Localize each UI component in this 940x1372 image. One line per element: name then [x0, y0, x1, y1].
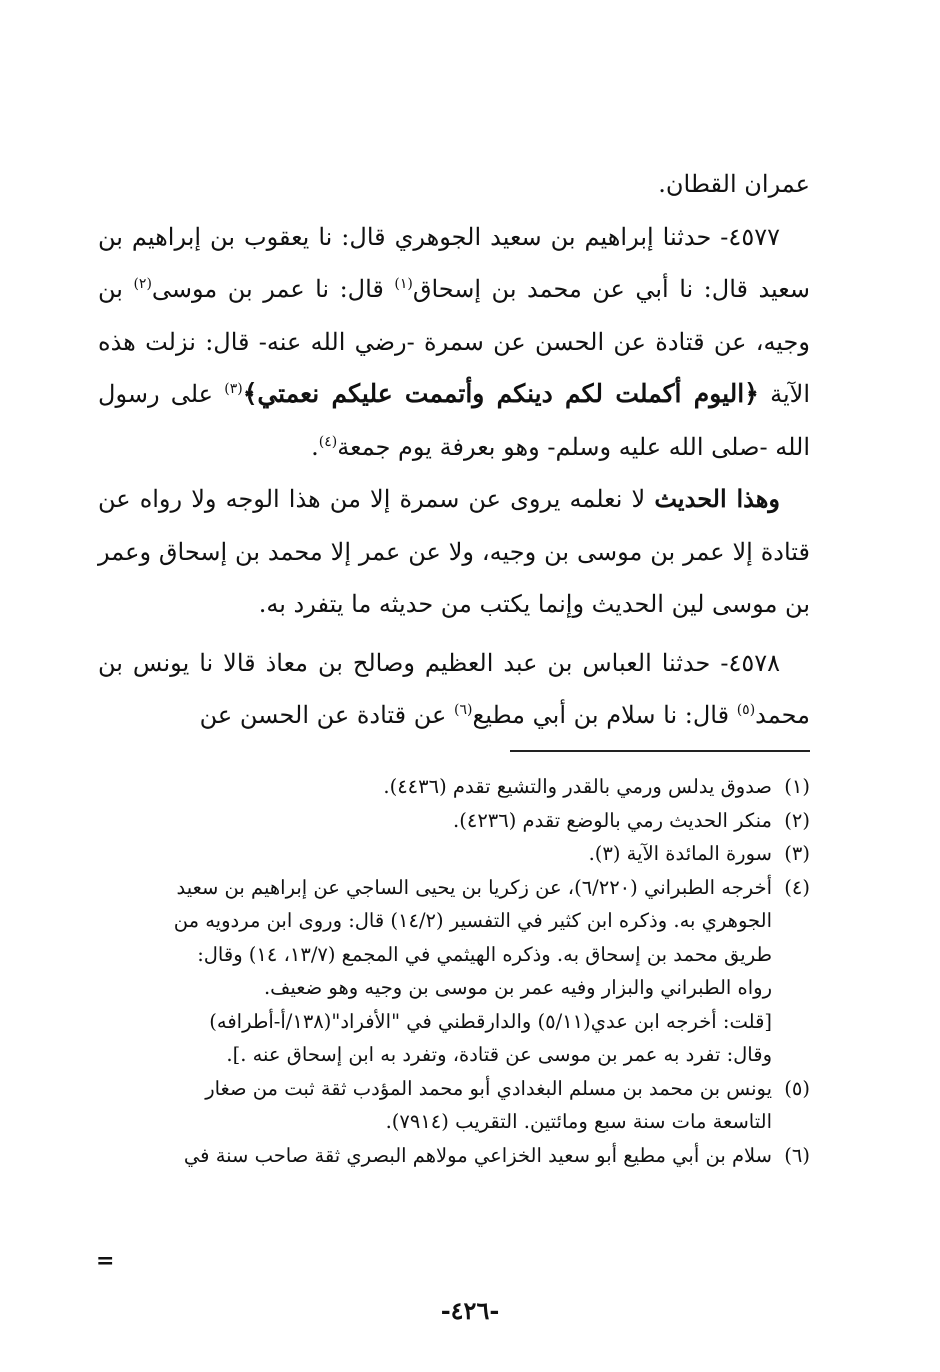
- footnote-5: [98, 1072, 810, 1139]
- footnote-2: [98, 804, 810, 838]
- commentary-paragraph: [98, 473, 810, 631]
- footnote-4: [98, 871, 810, 1072]
- hadith-4578-line2a: يونس بن محمد: [98, 648, 810, 729]
- hadith-4577-line3a: موسى: [151, 275, 218, 303]
- commentary-lead: وهذا الحديث: [654, 484, 781, 513]
- footnote-line: صدوق يدلس ورمي بالقدر والتشيع تقدم (٤٤٣٦).: [383, 775, 772, 798]
- footnote-ref-1[interactable]: (١): [394, 276, 413, 292]
- footnotes: [98, 770, 810, 1172]
- hadith-4577-line5a: على رسول الله -صلى الله عليه وسلم- وهو بعرفة يوم جمعة: [98, 380, 810, 461]
- footnote-ref-2[interactable]: (٢): [133, 276, 152, 292]
- footnote-line: سلام بن أبي مطيع أبو سعيد الخزاعي مولاهم البصري ثقة صاحب سنة في: [183, 1143, 772, 1167]
- hadith-4578: [98, 637, 810, 742]
- footnote-ref-6[interactable]: (٦): [454, 702, 473, 718]
- footnote-line: وقال: تفرد به عمر بن موسى عن قتادة، وتفرد به ابن إسحاق عنه .].: [226, 1043, 772, 1066]
- footnote-number: (٢): [784, 808, 810, 832]
- hadith-4577-line2a: إبراهيم بن سعيد قال: نا أبي عن محمد بن إسحاق: [98, 222, 810, 303]
- commentary-text: لا نعلمه يروى عن سمرة إلا من هذا الوجه ولا رواه عن قتادة إلا عمر بن موسى بن وجيه، ولا عن عمر إلا محمد بن إسحاق وعمر بن موسى لين الحديث وإنما يكتب من حديثه ما يتفرد به.: [98, 485, 810, 618]
- page-number: -٤٢٦-: [440, 1296, 500, 1325]
- footnote-3: [98, 837, 810, 871]
- hadith-4578-line1: ٤٥٧٨- حدثنا العباس بن عبد العظيم وصالح بن معاذ قالا نا: [199, 648, 780, 677]
- hadith-4577: [98, 211, 810, 474]
- footnote-line: منكر الحديث رمي بالوضع تقدم (٤٢٣٦).: [453, 808, 772, 832]
- footnote-number: (٤): [784, 875, 810, 899]
- footnote-1: [98, 770, 810, 804]
- footnote-line: [قلت: أخرجه ابن عدي(٥/١١) والدارقطني في "الأفراد"(١٣٨/أ-أطرافه): [209, 1009, 772, 1033]
- hadith-4578-line2b: قال: نا سلام بن أبي مطيع: [472, 701, 737, 729]
- hadith-4577-line3b: بن وجيه، عن قتادة عن الحسن عن سمرة -رضي الله عنه- قال:: [98, 275, 810, 356]
- hadith-4577-line2b: قال: نا عمر بن: [227, 275, 395, 303]
- footnote-line: يونس بن محمد بن مسلم البغدادي أبو محمد المؤدب ثقة ثبت من صغار: [205, 1076, 772, 1100]
- footnote-6: [98, 1139, 810, 1173]
- footnote-ref-3[interactable]: (٣): [224, 381, 243, 397]
- intro-line: عمران القطان.: [658, 170, 810, 198]
- hadith-4577-line4a: نزلت هذه الآية: [98, 327, 810, 408]
- footnote-separator: [510, 750, 810, 752]
- footnote-number: (١): [784, 775, 810, 798]
- footnote-line: رواه الطبراني والبزار وفيه عمر بن موسى بن وجيه وهو ضعيف.: [263, 976, 772, 999]
- footnote-line: طريق محمد بن إسحاق به. وذكره الهيثمي في المجمع (١٣/٧، ١٤) وقال:: [197, 942, 772, 966]
- main-text: [98, 158, 810, 742]
- continuation-mark: =: [96, 1248, 115, 1274]
- footnote-line: الجوهري به. وذكره ابن كثير في التفسير (١٤/٢) قال: وروى ابن مردويه من: [173, 909, 772, 932]
- footnote-number: (٦): [784, 1143, 810, 1167]
- hadith-4577-line5b: .: [311, 432, 319, 461]
- footnote-line: سورة المائدة الآية (٣).: [588, 842, 772, 865]
- footnote-number: (٥): [784, 1076, 810, 1100]
- footnote-number: (٣): [784, 842, 810, 865]
- hadith-4578-line2c: عن قتادة عن الحسن عن: [199, 701, 454, 729]
- footnote-line: أخرجه الطبراني (٦/٢٢٠)، عن زكريا بن يحيى الساجي عن إبراهيم بن سعيد: [176, 875, 772, 899]
- hadith-4577-line1: ٤٥٧٧- حدثنا إبراهيم بن سعيد الجوهري قال: نا يعقوب بن: [210, 222, 780, 251]
- quran-verse: ﴿اليوم أكملت لكم دينكم وأتممت عليكم نعمتي﴾: [242, 379, 759, 408]
- footnote-ref-5[interactable]: (٥): [736, 702, 756, 718]
- footnote-ref-4[interactable]: (٤): [318, 433, 338, 450]
- footnote-line: التاسعة مات سنة سبع ومائتين. التقريب (٧٩١٤).: [385, 1110, 772, 1133]
